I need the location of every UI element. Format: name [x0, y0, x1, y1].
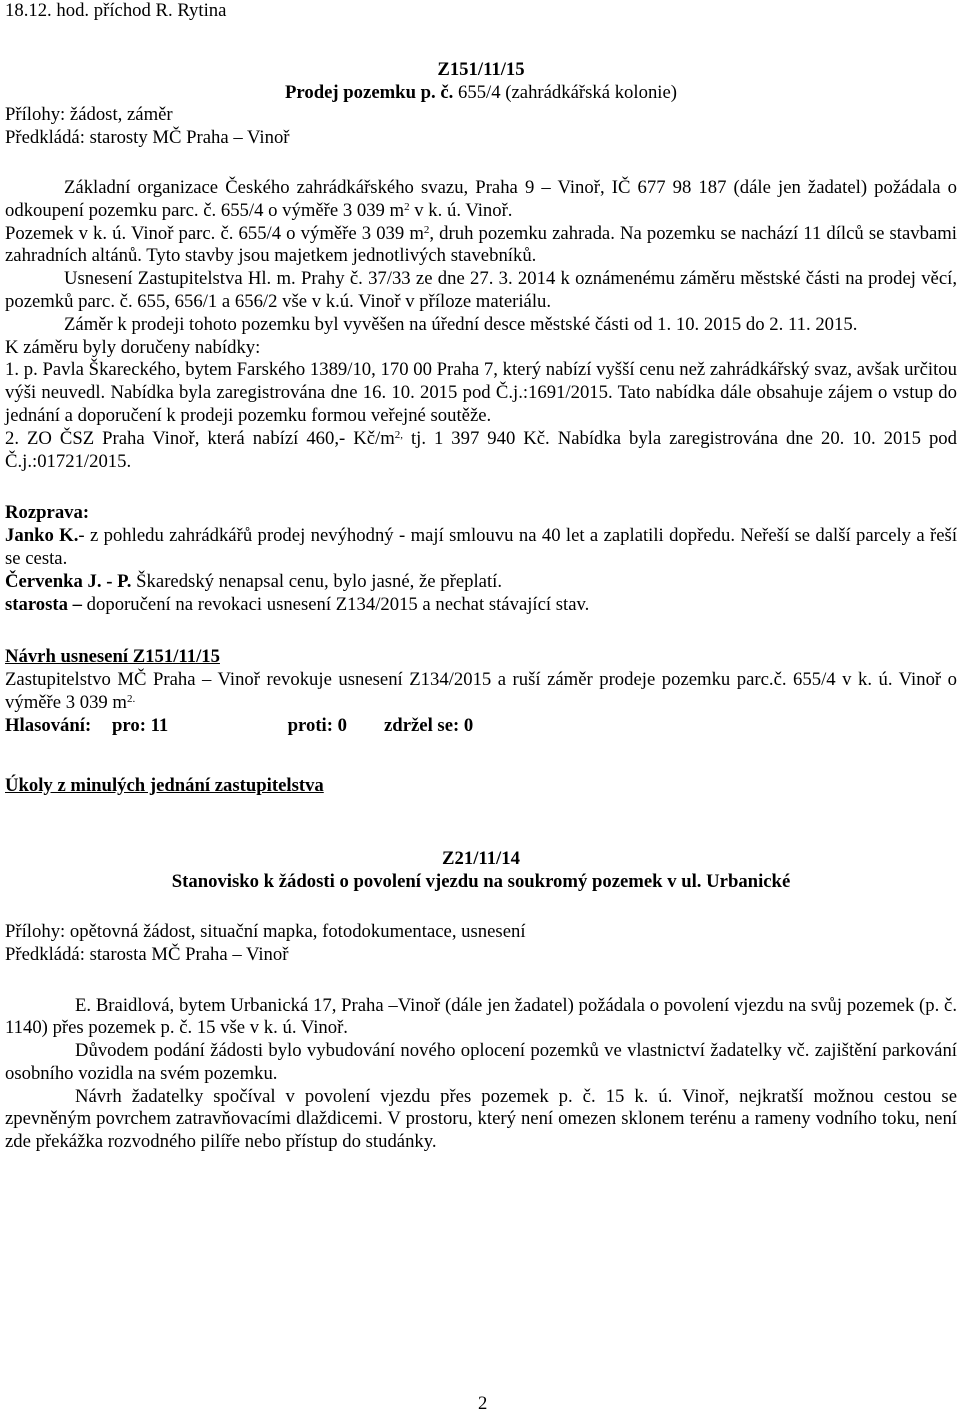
offer-1-text-2: Tato nabídka dále obsahuje zájem o vstup do jednání a doporučení k prodeji pozemku formou veřejné soutěže.: [5, 382, 957, 426]
speaker-3: [5, 594, 957, 617]
paragraph-proposal: Návrh žadatelky spočíval v povolení vjezdu přes pozemek p. č. 15 k. ú. Vinoř, nejkratší možnou cestou se zpevněným povrchem zatravňovacími dlaždicemi. V prostoru, který není omezen sklonem terénu a rameny vodního toku, není zde překážka rozvodného pilíře nebo přístup do studánky.: [5, 1085, 957, 1153]
submitted-by: Předkládá: starosta MČ Praha – Vinoř: [5, 943, 289, 965]
submitted-by: Předkládá: starosty MČ Praha – Vinoř: [5, 127, 290, 149]
vote-against: proti: 0: [287, 714, 347, 736]
speaker-2: [5, 571, 957, 594]
discussion-heading: Rozprava:: [5, 502, 90, 524]
superscript: 2.: [126, 692, 136, 705]
offer-2: [5, 428, 957, 474]
superscript: 2,: [394, 428, 403, 441]
arrival-note: 18.12. hod. příchod R. Rytina: [5, 0, 227, 21]
offer-2-end: tj. 1 397 940 Kč. Nabídka byla zaregistrována dne 20. 10. 2015 pod Č.j.:01721/2015.: [5, 427, 957, 472]
resolution-heading: Návrh usnesení Z151/11/15: [5, 646, 220, 668]
vote-for: pro: 11: [112, 714, 169, 736]
speaker-1: [5, 525, 957, 571]
paragraph-plot: [5, 223, 957, 269]
paragraph-request-end: v k. ú. Vinoř.: [409, 199, 513, 221]
speaker-name: starosta –: [5, 593, 82, 615]
paragraph-plot-end: , druh pozemku zahrada. Na pozemku se nachází 11 dílců se stavbami zahradních altánů. Tyto stavby jsou majetkem jednotlivých stavebníků.: [5, 222, 957, 267]
paragraph-reason: Důvodem podání žádosti bylo vybudování nového oplocení pozemků ve vlastnictví žadatelky vč. zajištění parkování osobního vozidla na svém pozemku.: [5, 1040, 957, 1084]
item-title: Stanovisko k žádosti o povolení vjezdu na soukromý pozemek v ul. Urbanické: [171, 871, 791, 893]
vote-abstain: zdržel se: 0: [384, 714, 474, 736]
document-page: [5, 0, 957, 1417]
vote-result: [5, 715, 957, 738]
paragraph-request: [5, 177, 957, 223]
vote-label: Hlasování:: [5, 714, 92, 736]
superscript: 2: [423, 223, 430, 236]
item-title-bold: Prodej pozemku p. č.: [284, 81, 454, 103]
item-title: [5, 82, 957, 105]
paragraph-request: E. Braidlová, bytem Urbanická 17, Praha –Vinoř (dále jen žadatel) požádala o povolení vjezdu na svůj pozemek (p. č. 1140) přes pozemek p. č. 15 vše v k. ú. Vinoř.: [5, 994, 957, 1039]
resolution-body: Zastupitelstvo MČ Praha – Vinoř revokuje usnesení Z134/2015 a ruší záměr prodeje pozemku parc.č. 655/4 v k. ú. Vinoř o výměře 3 039 m: [5, 669, 957, 713]
paragraph-notice: Záměr k prodeji tohoto pozemku byl vyvěšen na úřední desce městské části od 1. 10. 2015 do 2. 11. 2015.: [64, 313, 858, 335]
past-tasks-heading: Úkoly z minulých jednání zastupitelstva: [5, 774, 324, 796]
speaker-name: Červenka J. - P.: [5, 570, 132, 592]
paragraph-resolution-ref: Usnesení Zastupitelstva Hl. m. Prahy č. 37/33 ze dne 27. 3. 2014 k oznámenému záměru městské části na prodej věcí, pozemků parc. č. 655, 656/1 a 656/2 vše v k.ú. Vinoř v příloze materiálu.: [5, 268, 957, 312]
superscript: 2: [404, 200, 410, 213]
speaker-name: Janko K.: [5, 525, 79, 547]
item-title-rest: 655/4 (zahrádkářská kolonie): [453, 81, 677, 103]
item-code: Z151/11/15: [437, 58, 525, 80]
page-number: 2: [478, 1393, 488, 1414]
speaker-text: - z pohledu zahrádkářů prodej nevýhodný - mají smlouvu na 40 let a zaplatili dopředu. Neřeší se další parcely a řeší se cesta.: [5, 525, 958, 569]
speaker-text: Škaredský nenapsal cenu, bylo jasné, že přeplatí.: [131, 570, 502, 592]
resolution-text: [5, 669, 957, 715]
offer-2-text: 2. ZO ČSZ Praha Vinoř, která nabízí 460,- Kč/m: [5, 427, 395, 449]
offers-heading: K záměru byly doručeny nabídky:: [5, 336, 261, 358]
paragraph-plot-text: Pozemek v k. ú. Vinoř parc. č. 655/4 o výměře 3 039 m: [5, 222, 424, 244]
offer-1: [5, 359, 957, 427]
attachments: Přílohy: opětovná žádost, situační mapka, fotodokumentace, usnesení: [5, 920, 526, 942]
attachments: Přílohy: žádost, záměr: [5, 104, 173, 126]
item-code: Z21/11/14: [442, 848, 520, 870]
offer-1-text: 1. p. Pavla Škareckého, bytem Farského 1389/10, 170 00 Praha 7, který nabízí vyšší cenu než zahrádkářský svaz, avšak určitou výši neuvedl. Nabídka byla zaregistrována dne 16. 10. 2015 pod Č.j.:1691/2015.: [5, 359, 957, 404]
speaker-text: doporučení na revokaci usnesení Z134/2015 a nechat stávající stav.: [82, 593, 590, 615]
paragraph-request-text: Základní organizace Českého zahrádkářského svazu, Praha 9 – Vinoř, IČ 677 98 187 (dále jen žadatel) požádala o odkoupení pozemku parc. č. 655/4 o výměře 3 039 m: [5, 176, 957, 221]
